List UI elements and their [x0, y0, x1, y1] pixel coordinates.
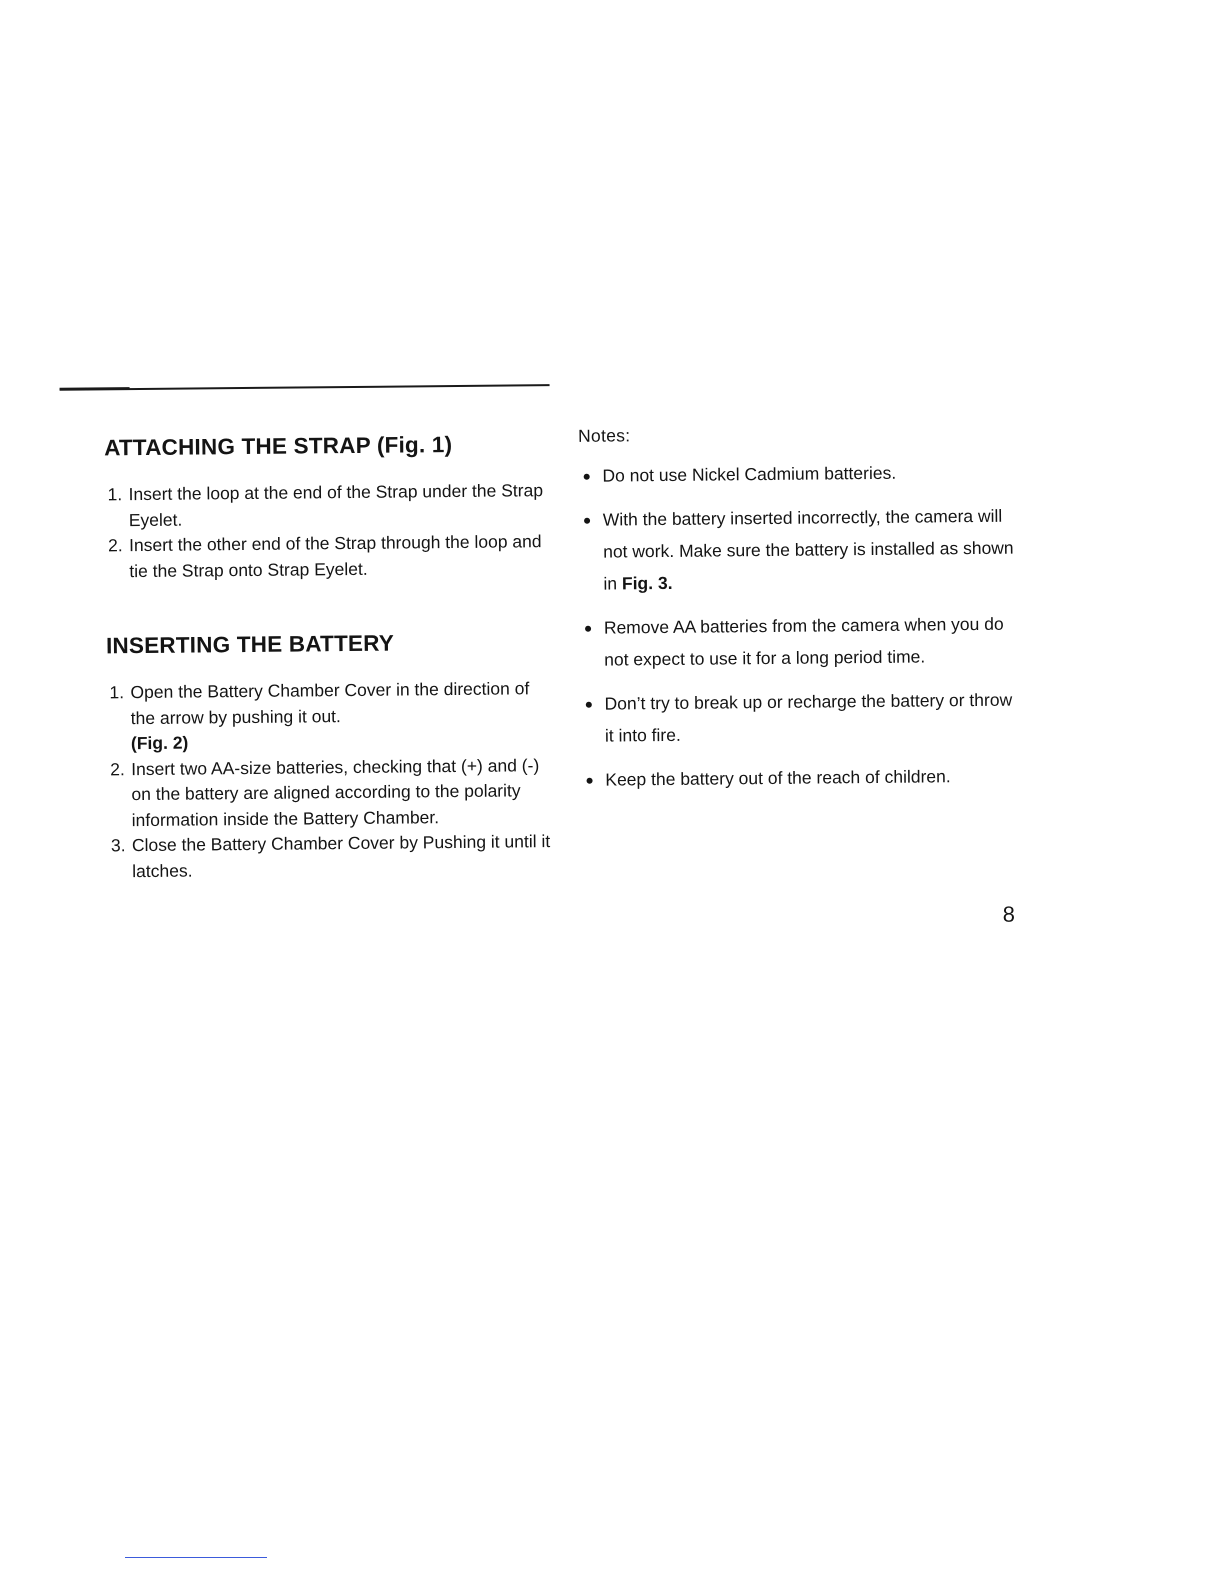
note-text: Keep the battery out of the reach of children.: [605, 766, 951, 790]
bullet-icon: ●: [584, 695, 594, 712]
step-number: 3.: [110, 835, 126, 856]
notes-list: [578, 456, 1021, 796]
step-text: Open the Battery Chamber Cover in the direction of the arrow by pushing it out.: [130, 678, 530, 728]
footer-link-underline: [125, 1557, 267, 1558]
step-text: Close the Battery Chamber Cover by Pushing it until it latches.: [131, 831, 551, 881]
battery-step: [107, 753, 558, 834]
note-text: Do not use Nickel Cadmium batteries.: [602, 462, 897, 486]
bullet-icon: ●: [583, 619, 593, 636]
strap-section-title: ATTACHING THE STRAP (Fig. 1): [104, 432, 453, 461]
bullet-icon: ●: [582, 511, 592, 528]
left-column: [104, 430, 558, 884]
step-number: 2.: [107, 535, 123, 556]
right-column: [578, 420, 1022, 808]
strap-steps: [104, 478, 555, 584]
note-item: [580, 608, 1021, 676]
note-item: [581, 760, 1021, 796]
step-number: 1.: [109, 682, 125, 703]
step-text: Insert the loop at the end of the Strap under the Strap Eyelet.: [128, 480, 544, 530]
step-text: Insert the other end of the Strap through the loop and tie the Strap onto Strap Eyelet.: [128, 531, 542, 581]
note-text: Remove AA batteries from the camera when you do not expect to use it for a long period time.: [603, 613, 1004, 670]
note-text: Don’t try to break up or recharge the battery or throw it into fire.: [604, 689, 1013, 746]
battery-step: [106, 676, 557, 757]
step-number: 2.: [110, 758, 125, 779]
step-number: 1.: [107, 484, 123, 505]
strap-step: [105, 529, 555, 584]
step-text: Insert two AA-size batteries, checking that (+) and (-) on the battery are aligned according to the polarity information inside the Battery Chamber.: [131, 754, 540, 830]
figure-reference: (Fig. 2): [130, 732, 189, 754]
note-item: [580, 684, 1021, 752]
page-number: 8: [1002, 901, 1016, 927]
figure-reference: Fig. 3.: [621, 572, 673, 594]
strap-step: [104, 478, 554, 533]
battery-section-title: INSERTING THE BATTERY: [105, 630, 395, 659]
bullet-icon: ●: [585, 771, 594, 788]
bullet-icon: ●: [582, 467, 591, 484]
header-rule: [60, 384, 550, 391]
note-text: With the battery inserted incorrectly, the camera will not work. Make sure the battery is installed as shown in: [602, 505, 1014, 594]
note-item: [578, 456, 1018, 492]
notes-title: Notes:: [577, 425, 631, 446]
note-item: [579, 500, 1020, 600]
battery-steps: [106, 676, 558, 884]
battery-step: [108, 829, 558, 884]
